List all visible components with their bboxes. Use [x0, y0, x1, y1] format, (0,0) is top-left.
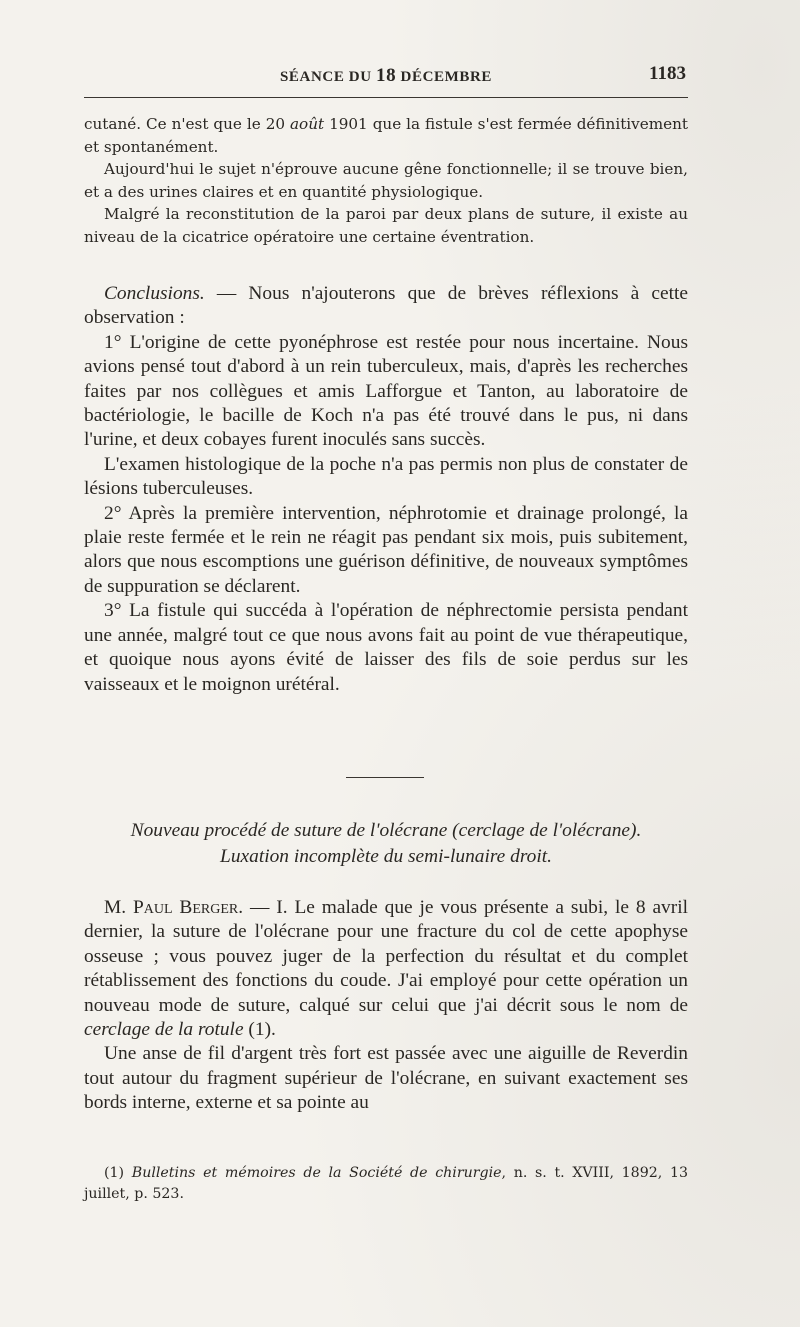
running-head	[84, 65, 688, 87]
article-title	[84, 818, 688, 870]
text-run: , n. s. t. XVIII, 1892,	[501, 1165, 663, 1181]
footnote-source: Bulletins et mémoires de la Société de chirurgie	[131, 1165, 502, 1181]
paragraph: Aujourd'hui le sujet n'éprouve aucune gêne fonctionnelle; il se trouve bien, et a des urines claires et en quantité physiologique.	[84, 160, 688, 201]
paragraph: L'examen histologique de la poche n'a pas permis non plus de constater de lésions tuberculeuses.	[84, 453, 688, 500]
running-head-month: DÉCEMBRE	[396, 69, 493, 85]
text-run-italic: cerclage de la rotule	[84, 1019, 244, 1041]
page-number: 1183	[649, 63, 686, 84]
paragraph	[84, 896, 688, 1042]
text-run-italic: août	[290, 115, 325, 133]
continuation-paragraph	[84, 113, 688, 158]
paragraph: Une anse de fil d'argent très fort est passée avec une aiguille de Reverdin tout autour du fragment supérieur de l'olécrane, en suivant exactement ses bords interne, externe et sa pointe au	[84, 1043, 688, 1114]
footnote-line: 13 juillet, p. 523.	[84, 1165, 689, 1202]
conclusion-item-3: 3° La fistule qui succéda à l'opération de néphrectomie persista pendant une année, malgré tout ce que nous avons fait au point de vue thérapeutique, et quoique nous ayons évité de laisser des fils de soie perdus sur les vaisseaux et le moignon urétéral.	[84, 600, 688, 695]
speaker-name: M. Paul Berger.	[104, 897, 244, 918]
running-head-date: 18	[375, 65, 397, 86]
text-run: cutané. Ce n'est que le 20	[84, 115, 290, 133]
text-run: (1).	[243, 1019, 276, 1041]
page-header	[84, 63, 688, 98]
footnote-marker: (1)	[104, 1165, 132, 1181]
text-run: — Nous n'ajouterons que de brèves réflexions à cette observation :	[84, 283, 688, 329]
case-continuation	[84, 113, 688, 249]
conclusion-item-1: 1° L'origine de cette pyonéphrose est restée pour nous incertaine. Nous avions pensé tout d'abord à un rein tuberculeux, mais, d'après les recherches faites par nos collègues et amis Lafforgue et Tanton, au laboratoire de bactériologie, le bacille de Koch n'a pas été trouvé dans le pus, ni dans l'urine, et deux cobayes furent inoculés sans succès.	[84, 331, 688, 451]
text-run: — I. Le malade que je vous présente a subi, le 8 avril dernier, la suture de l'olécrane pour une fracture du col de cette apophyse osseuse ; vous pouvez juger de la perfection du résultat et du complet rétablissement des fonctions du coude. J'ai employé pour cette opération un nouveau mode de suture, calqué sur celui que j'ai décrit sous le nom de	[84, 897, 688, 1016]
article-title-line: Luxation incomplète du semi-lunaire droit.	[220, 846, 552, 867]
text-run: 1901 que la fistule s'est fermée définitivement et spontanément.	[84, 115, 688, 156]
paragraph: Malgré la reconstitution de la paroi par deux plans de suture, il existe au niveau de la cicatrice opératoire une certaine éventration.	[84, 205, 688, 246]
running-head-text: SÉANCE DU	[279, 69, 376, 85]
conclusions-heading: Conclusions.	[104, 283, 205, 304]
conclusions-section	[84, 282, 688, 697]
section-divider	[346, 777, 424, 778]
article-body	[84, 896, 688, 1116]
conclusions-intro	[84, 282, 688, 331]
article-title-line: Nouveau procédé de suture de l'olécrane (cerclage de l'olécrane).	[130, 820, 642, 841]
footnote	[84, 1163, 688, 1205]
conclusion-item-2: 2° Après la première intervention, néphrotomie et drainage prolongé, la plaie reste fermée et le rein ne réagit pas pendant six mois, puis subitement, alors que nous escomptions une guérison définitive, de nouveaux symptômes de suppuration se déclarent.	[84, 502, 688, 597]
